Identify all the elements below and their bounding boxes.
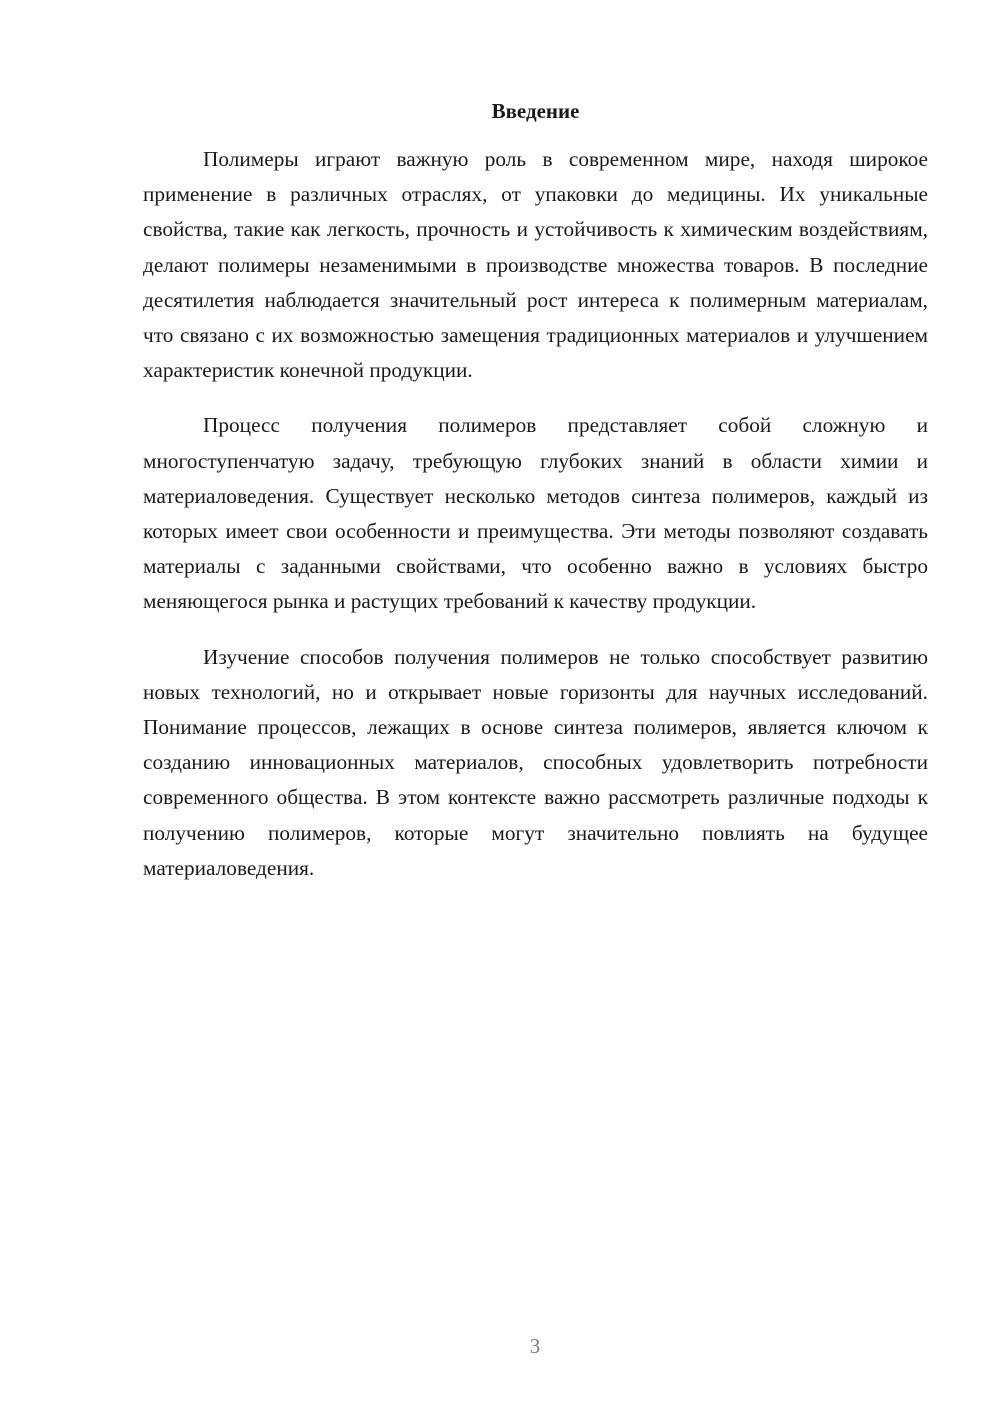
paragraph-3: Изучение способов получения полимеров не только способствует развитию новых технологий, но и открывает новые горизонты для научных исследований. Понимание процессов, лежащих в основе синтеза полимеров, является ключом к созданию инновационных материалов, способных удовлетворить потребности современного общества. В этом контексте важно рассмотреть различные подходы к получению полимеров, которые могут значительно повлиять на будущее материаловедения. [143, 644, 928, 880]
page-content [143, 96, 928, 906]
paragraph-2: Процесс получения полимеров представляет собой сложную и многоступенчатую задачу, требующую глубоких знаний в области химии и материаловедения. Существует несколько методов синтеза полимеров, каждый из которых имеет свои особенности и преимущества. Эти методы позволяют создавать материалы с заданными свойствами, что особенно важно в условиях быстро меняющегося рынка и растущих требований к качеству продукции. [143, 413, 928, 614]
section-heading: Введение [491, 99, 580, 123]
paragraph-1: Полимеры играют важную роль в современном мире, находя широкое применение в различных отраслях, от упаковки до медицины. Их уникальные свойства, такие как легкость, прочность и устойчивость к химическим воздействиям, делают полимеры незаменимыми в производстве множества товаров. В последние десятилетия наблюдается значительный рост интереса к полимерным материалам, что связано с их возможностью замещения традиционных материалов и улучшением характеристик конечной продукции. [143, 147, 928, 383]
page-number: 3 [529, 1334, 541, 1358]
